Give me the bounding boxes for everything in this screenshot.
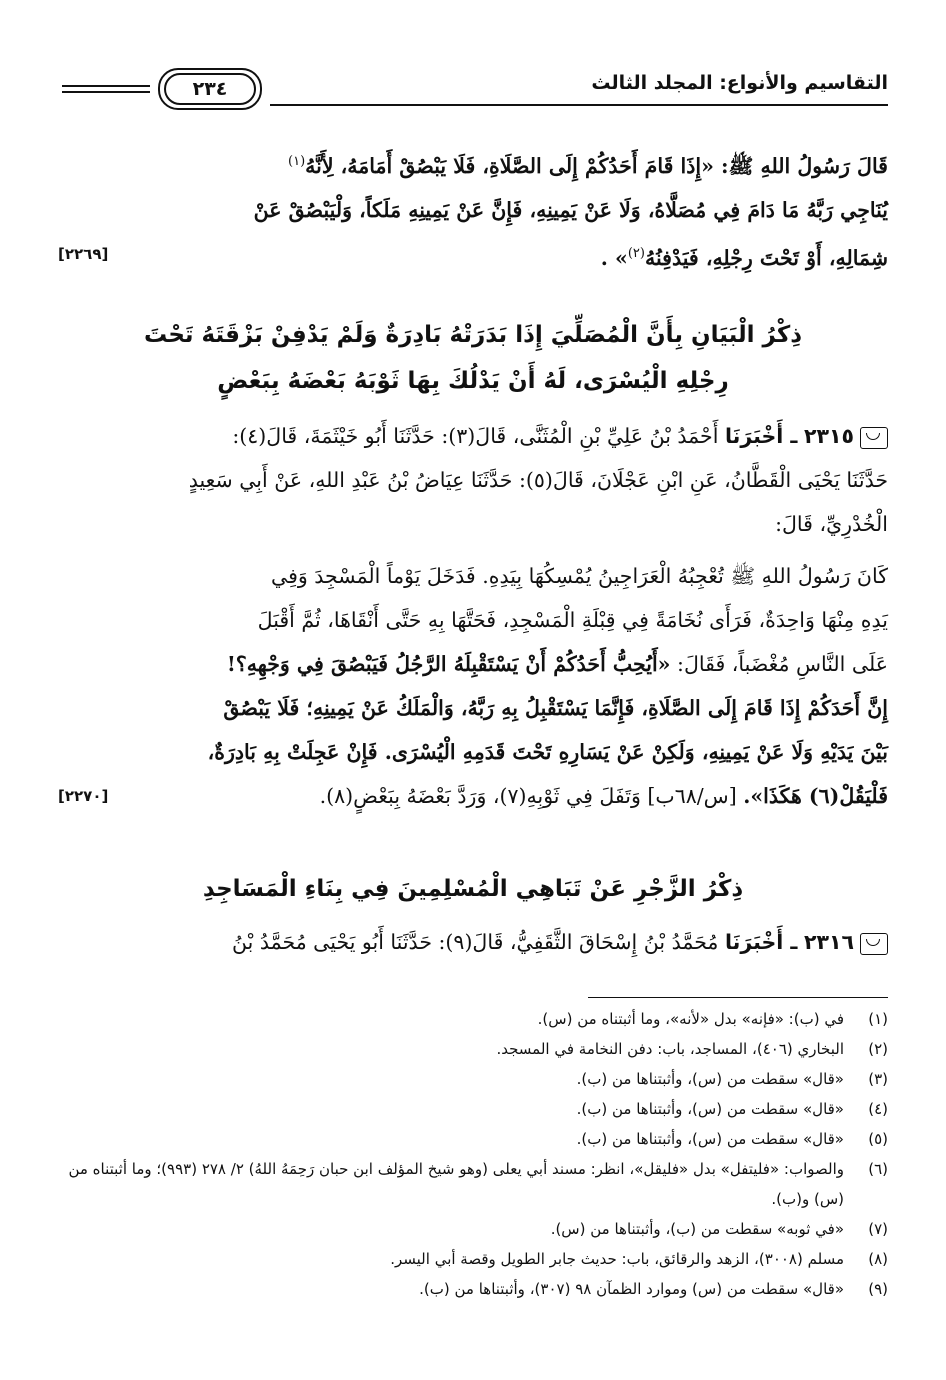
text-line — [58, 774, 888, 818]
footnotes — [58, 1004, 888, 1304]
footnote-text: مسلم (٣٠٠٨)، الزهد والرقائق، باب: حديث جابر الطويل وقصة أبي اليسر. — [390, 1250, 844, 1268]
hadith-number: ٢٣١٦ — [803, 930, 854, 954]
hadith-2314-text — [58, 140, 888, 280]
footnote-text: والصواب: «فليتفل» بدل «فليقل»، انظر: مسند أبي يعلى (وهو شيخ المؤلف ابن حبان رَحِمَهُ اللهُ) ٢/ ٢٧٨ (٩٩٣)؛ وما أثبتناه من (س) و(ب). — [68, 1160, 844, 1208]
text-line — [58, 686, 888, 730]
footnote-text: «قال» سقطت من (س)، وأثبتناها من (ب). — [576, 1070, 844, 1088]
matn-line: شِمَالِهِ، أَوْ تَحْتَ رِجْلِهِ، فَيَدْفِنُهُ — [644, 245, 888, 270]
footnote-item — [58, 1124, 888, 1154]
hadith-ref-number: [٢٢٧٠] — [58, 787, 109, 805]
hadith-2315-isnad — [58, 414, 888, 546]
running-title: التقاسيم والأنواع: المجلد الثالث — [591, 72, 888, 94]
footnote-item — [58, 1094, 888, 1124]
text-line — [58, 920, 888, 964]
footnote-number: (٣) — [868, 1070, 888, 1088]
heading-line: رِجْلِهِ الْيُسْرَى، لَهُ أَنْ يَدْلُكَ بِهَا ثَوْبَهُ بَعْضَهُ بِبَعْضٍ — [217, 368, 729, 394]
page-number-badge — [158, 68, 262, 110]
footnote-text: «قال» سقطت من (س)، وأثبتناها من (ب). — [576, 1130, 844, 1148]
akhbarana: ـ أَخْبَرَنَا — [724, 424, 798, 448]
footnote-item — [58, 1214, 888, 1244]
matn-line: قَالَ رَسُولُ اللهِ ﷺ: «إِذَا قَامَ أَحَدُكُمْ إِلَى الصَّلَاةِ، فَلَا يَبْصُقْ أَمَامَهُ، لِأَنَّهُ — [305, 153, 888, 178]
chapter-heading — [58, 866, 888, 912]
footnote-text: البخاري (٤٠٦)، المساجد، باب: دفن النخامة في المسجد. — [496, 1040, 844, 1058]
header-rule — [270, 104, 888, 106]
isnad-line: أَحْمَدُ بْنُ عَلِيِّ بْنِ الْمُثَنَّى، قَالَ(٣): حَدَّثَنَا أَبُو خَيْثَمَةَ، قَالَ(٤): — [232, 424, 719, 448]
footnote-number: (٥) — [868, 1130, 888, 1148]
akhbarana: ـ أَخْبَرَنَا — [724, 930, 798, 954]
footnote-item — [58, 1034, 888, 1064]
footnote-number: (١) — [868, 1010, 888, 1028]
isnad-line: الْخُدْرِيِّ، قَالَ: — [775, 512, 888, 536]
footnote-text: في (ب): «فإنه» بدل «لأنه»، وما أثبتناه من (س). — [537, 1010, 844, 1028]
footnote-ref: (٢) — [627, 245, 645, 261]
quote-end: » . — [600, 245, 628, 270]
footnote-separator — [588, 997, 888, 998]
matn-text: إِنَّ أَحَدَكُمْ إِذَا قَامَ إِلَى الصَّلَاةِ، فَإِنَّمَا يَسْتَقْبِلُ بِهِ رَبَّهُ، وَالْمَلَكُ عَنْ يَمِينِهِ؛ فَلَا يَبْصُقْ — [223, 696, 888, 720]
hadith-ref-number: [٢٢٦٩] — [58, 244, 109, 263]
matn-text: «أَيُحِبُّ أَحَدُكُمْ أَنْ يَسْتَقْبِلَهُ الرَّجُلُ فَيَبْصُقَ فِي وَجْهِهِ؟! — [226, 652, 671, 676]
narration-text: [س/٦٨ب] وَتَفَلَ فِي ثَوْبِهِ(٧)، وَرَدَّ بَعْضَهُ بِبَعْضٍ(٨). — [319, 784, 737, 808]
footnote-number: (٤) — [868, 1100, 888, 1118]
footnote-text: «قال» سقطت من (س) وموارد الظمآن ٩٨ (٣٠٧)، وأثبتناها من (ب). — [419, 1280, 844, 1298]
hadith-2316-isnad — [58, 920, 888, 964]
text-line — [58, 188, 888, 232]
text-line: يَدِهِ مِنْهَا وَاحِدَةٌ، فَرَأَى نُخَامَةً فِي قِبْلَةِ الْمَسْجِدِ، فَحَتَّهَا بِهِ حَتَّى أَنْقَاهَا، ثُمَّ أَقْبَلَ — [257, 608, 888, 632]
matn-text: فَلْيَقُلْ(٦) هَكَذَا». — [743, 784, 888, 808]
footnote-text: «قال» سقطت من (س)، وأثبتناها من (ب). — [576, 1100, 844, 1118]
isnad-line: حَدَّثَنَا يَحْيَى الْقَطَّانُ، عَنِ ابْنِ عَجْلَانَ، قَالَ(٥): حَدَّثَنَا عِيَاضُ بْنُ عَبْدِ اللهِ، عَنْ أَبِي سَعِيدٍ — [188, 468, 888, 492]
page-header — [58, 60, 888, 120]
footnote-ref: (١) — [288, 154, 306, 169]
header-rule-left-2 — [62, 91, 150, 93]
footnote-item — [58, 1244, 888, 1274]
matn-text: بَيْنَ يَدَيْهِ وَلَا عَنْ يَمِينِهِ، وَلَكِنْ عَنْ يَسَارِهِ تَحْتَ قَدَمِهِ الْيُسْرَى. فَإِنْ عَجِلَتْ بِهِ بَادِرَةٌ، — [207, 740, 888, 764]
footnote-item — [58, 1274, 888, 1304]
text-line — [58, 642, 888, 686]
footnote-number: (٩) — [868, 1280, 888, 1298]
footnote-number: (٦) — [868, 1160, 888, 1178]
text-line — [58, 730, 888, 774]
footnote-item — [58, 1064, 888, 1094]
isnad-line: مُحَمَّدُ بْنُ إِسْحَاقَ الثَّقَفِيُّ، قَالَ(٩): حَدَّثَنَا أَبُو يَحْيَى مُحَمَّدُ بْنُ — [232, 930, 719, 954]
footnote-item — [58, 1154, 888, 1214]
footnote-number: (٧) — [868, 1220, 888, 1238]
footnote-number: (٨) — [868, 1250, 888, 1268]
text-line — [58, 140, 888, 188]
footnote-number: (٢) — [868, 1040, 888, 1058]
text-line — [58, 232, 888, 280]
narration-text: عَلَى النَّاسِ مُغْضَباً، فَقَالَ: — [677, 652, 888, 676]
header-rule-left — [62, 85, 150, 87]
text-line — [58, 414, 888, 458]
hadith-marker-icon — [860, 933, 888, 955]
hadith-2315-matn — [58, 554, 888, 818]
page-number: ٢٣٤ — [192, 78, 228, 100]
footnote-text: «في ثوبه» سقطت من (ب)، وأثبتناها من (س). — [550, 1220, 844, 1238]
hadith-number: ٢٣١٥ — [803, 424, 854, 448]
text-line: كَانَ رَسُولُ اللهِ ﷺ تُعْجِبُهُ الْعَرَاجِينُ يُمْسِكُهَا بِيَدِهِ. فَدَخَلَ يَوْماً الْمَسْجِدَ وَفِي — [270, 564, 888, 588]
heading-line: ذِكْرُ الْبَيَانِ بِأَنَّ الْمُصَلِّيَ إِذَا بَدَرَتْهُ بَادِرَةٌ وَلَمْ يَدْفِنْ بَزْقَتَهُ تَحْتَ — [143, 322, 803, 348]
chapter-heading — [58, 312, 888, 404]
heading-line: ذِكْرُ الزَّجْرِ عَنْ تَبَاهِي الْمُسْلِمِينَ فِي بِنَاءِ الْمَسَاجِدِ — [202, 876, 744, 902]
footnote-item — [58, 1004, 888, 1034]
matn-line: يُنَاجِي رَبَّهُ مَا دَامَ فِي مُصَلَّاهُ، وَلَا عَنْ يَمِينِهِ، فَإِنَّ عَنْ يَمِينِهِ مَلَكاً، وَلْيَبْصُقْ عَنْ — [253, 197, 888, 222]
hadith-marker-icon — [860, 427, 888, 449]
